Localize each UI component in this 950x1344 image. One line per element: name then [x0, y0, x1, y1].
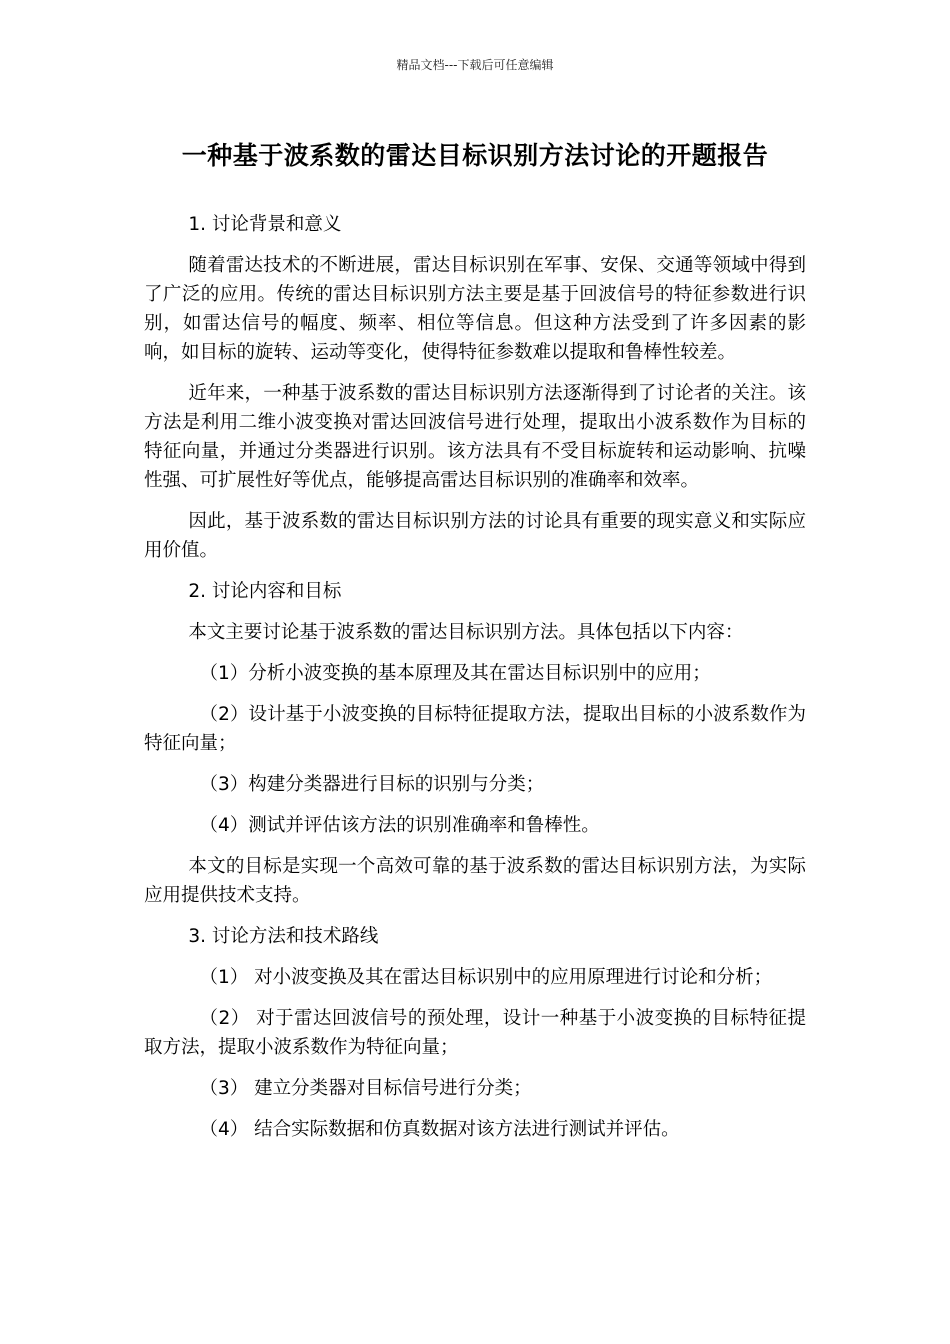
- list-item-method-1: （1） 对小波变换及其在雷达目标识别中的应用原理进行讨论和分析；: [199, 967, 773, 988]
- list-item-method-2: （2） 对于雷达回波信号的预处理，设计一种基于小波变换的目标特征提取方法，提取小波系数作为特征向量；: [144, 1008, 806, 1058]
- section-heading-1: 1. 讨论背景和意义: [188, 214, 342, 235]
- paragraph-goal: 本文的目标是实现一个高效可靠的基于波系数的雷达目标识别方法，为实际应用提供技术支持。: [144, 856, 806, 906]
- section-heading-3: 3. 讨论方法和技术路线: [188, 926, 379, 947]
- document-title: 一种基于波系数的雷达目标识别方法讨论的开题报告: [181, 141, 769, 170]
- list-item-content-1: （1）分析小波变换的基本原理及其在雷达目标识别中的应用；: [199, 663, 711, 684]
- section-heading-2: 2. 讨论内容和目标: [188, 581, 342, 602]
- paragraph-content-intro: 本文主要讨论基于波系数的雷达目标识别方法。具体包括以下内容：: [188, 622, 744, 643]
- list-item-content-4: （4）测试并评估该方法的识别准确率和鲁棒性。: [199, 815, 600, 836]
- paragraph-significance: 因此，基于波系数的雷达目标识别方法的讨论具有重要的现实意义和实际应用价值。: [144, 511, 806, 561]
- list-item-method-3: （3） 建立分类器对目标信号进行分类；: [199, 1078, 532, 1099]
- document-body: [144, 210, 806, 1156]
- list-item-content-3: （3）构建分类器进行目标的识别与分类；: [199, 774, 545, 795]
- paragraph-recent-work: 近年来，一种基于波系数的雷达目标识别方法逐渐得到了讨论者的关注。该方法是利用二维小波变换对雷达回波信号进行处理，提取出小波系数作为目标的特征向量，并通过分类器进行识别。该方法具有不受目标旋转和运动影响、抗噪性强、可扩展性好等优点，能够提高雷达目标识别的准确率和效率。: [144, 383, 806, 491]
- list-item-method-4: （4） 结合实际数据和仿真数据对该方法进行测试并评估。: [199, 1119, 680, 1140]
- list-item-content-2: （2）设计基于小波变换的目标特征提取方法，提取出目标的小波系数作为特征向量；: [144, 704, 806, 754]
- paragraph-background: 随着雷达技术的不断进展，雷达目标识别在军事、安保、交通等领域中得到了广泛的应用。传统的雷达目标识别方法主要是基于回波信号的特征参数进行识别，如雷达信号的幅度、频率、相位等信息。但这种方法受到了许多因素的影响，如目标的旋转、运动等变化，使得特征参数难以提取和鲁棒性较差。: [144, 255, 806, 363]
- page-header: 精品文档---下载后可任意编辑: [396, 58, 554, 72]
